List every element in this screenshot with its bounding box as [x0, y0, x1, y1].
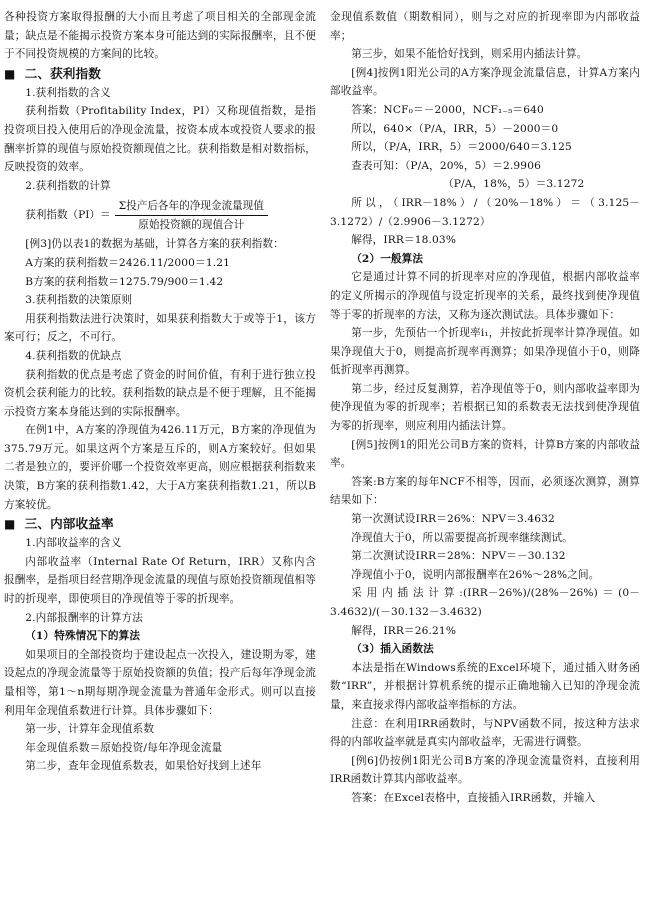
paragraph: 4.获利指数的优缺点 — [25, 349, 122, 362]
square-bullet-icon: ■ — [4, 66, 16, 81]
paragraph: 2.获利指数的计算 — [25, 179, 111, 192]
paragraph: 答案：在Excel表格中，直接插入IRR函数，并输入 — [351, 791, 596, 804]
paragraph: 查表可知：（P/A，20%，5）＝2.9906 — [351, 159, 541, 172]
paragraph: 第一步，先预估一个折现率i₁，并按此折现率计算净现值。如果净现值大于0，则提高折现率再测算；如果净现值小于0，则降低折现率再测算。 — [330, 327, 640, 377]
square-bullet-icon: ■ — [4, 517, 16, 532]
right-column — [330, 8, 640, 808]
paragraph: 第三步，如果不能恰好找到，则采用内插法计算。 — [351, 48, 588, 61]
formula-denominator: 原始投资额的现值合计 — [138, 218, 245, 231]
paragraph: 第一次测试设IRR＝26%：NPV＝3.4632 — [351, 513, 555, 526]
paragraph: 所以，（IRR－18%）/（20%－18%）＝（3.125－3.1272）/（2.9906－3.1272） — [330, 196, 640, 228]
paragraph: 它是通过计算不同的折现率对应的净现值，根据内部收益率的定义所揭示的净现值与设定折现率的关系，最终找到使净现值等于零的折现率的方法，又称为逐次测试法。具体步骤如下： — [330, 271, 640, 321]
section-heading-text: 三、内部收益率 — [24, 516, 114, 532]
paragraph: 获利指数（Profitability Index，PI）又称现值指数，是指投资项目投入使用后的净现金流量，按资本成本或投资人要求的报酬率折算的现值与原始投资额现值之比。获利指数是相对数指标，反映投资的效率。 — [4, 105, 316, 174]
paragraph: [例3]仍以表1的数据为基础，计算各方案的获利指数： — [25, 238, 284, 251]
paragraph: （P/A，18%，5）＝3.1272 — [443, 178, 585, 191]
formula-numerator: Σ投产后各年的净现金流量现值 — [115, 198, 268, 216]
paragraph: [例5]按例1的阳光公司B方案的资料，计算B方案的内部收益率。 — [330, 438, 640, 470]
paragraph: 3.获利指数的决策原则 — [25, 294, 133, 307]
paragraph: 年金现值系数＝原始投资/每年净现金流量 — [25, 741, 223, 754]
section-heading — [4, 64, 316, 84]
section-heading — [4, 514, 316, 534]
paragraph: 第二步，查年金现值系数表，如果恰好找到上述年 — [25, 760, 262, 773]
paragraph: 解得，IRR＝26.21% — [351, 624, 457, 637]
paragraph: 金现值系数值（期数相同），则与之对应的折现率即为内部收益率； — [330, 11, 640, 42]
left-column — [4, 8, 316, 776]
paragraph: 获利指数的优点是考虑了资金的时间价值，有利于进行独立投资机会获利能力的比较。获利指数的缺点是不便于理解，且不能揭示投资方案本身能达到的实际报酬率。 — [4, 368, 316, 418]
paragraph: 所以，640×（P/A，IRR，5）－2000＝0 — [351, 122, 559, 135]
section-heading-text: 二、获利指数 — [24, 65, 102, 81]
paragraph: 净现值大于0，所以需要提高折现率继续测试。 — [351, 531, 573, 544]
paragraph: （3）插入函数法 — [351, 643, 434, 656]
formula-fraction — [115, 198, 268, 233]
paragraph: A方案的获利指数＝2426.11/2000＝1.21 — [25, 256, 231, 269]
paragraph: 本法是指在Windows系统的Excel环境下，通过插入财务函数“IRR”，并根据计算机系统的提示正确地输入已知的净现金流量，来直接求得内部收益率指标的方法。 — [330, 661, 640, 711]
paragraph: 净现值小于0，说明内部报酬率在26%～28%之间。 — [351, 568, 600, 581]
paragraph: 内部收益率（Internal Rate Of Return，IRR）又称内含报酬率，是指项目经营期净现金流量的现值与原始投资额现值相等时的折现率，即使项目的净现值等于零的折现率。 — [4, 555, 316, 606]
paragraph: 答案:B方案的每年NCF不相等，因而，必须逐次测算，测算结果如下： — [330, 475, 640, 507]
paragraph: 第一步，计算年金现值系数 — [25, 723, 155, 736]
paragraph: 解得，IRR＝18.03% — [351, 234, 457, 247]
paragraph: [例6]仍按例1阳光公司B方案的净现金流量资料，直接利用IRR函数计算其内部收益率。 — [330, 754, 640, 786]
paragraph: 如果项目的全部投资均于建设起点一次投入，建设期为零，建设起点的净现金流量等于原始投资额的负值；投产后每年净现金流量相等，第1～n期每期净现金流量为普通年金形式。则可以直接利用年金现值系数进行计算。具体步骤如下： — [4, 648, 316, 717]
paragraph: （2）一般算法 — [351, 252, 424, 265]
paragraph: 答案：NCF₀＝－2000，NCF₁₋₅＝640 — [351, 103, 544, 116]
paragraph: 所以，（P/A，IRR，5）＝2000/640＝3.125 — [351, 141, 572, 154]
paragraph: 2.内部报酬率的计算方法 — [25, 611, 144, 624]
paragraph: 采用内插法计算:(IRR－26%)/(28%－26%)＝(0－3.4632)/(－30.132－3.4632) — [330, 587, 640, 618]
paragraph: 第二步，经过反复测算，若净现值等于0，则内部收益率即为使净现值为零的折现率；若根据已知的系数表无法找到使净现值为零的折现率，则应利用内插法计算。 — [330, 382, 640, 433]
paragraph: 在例1中，A方案的净现值为426.11万元，B方案的净现值为375.79万元。如果这两个方案是互斥的，则A方案较好。但如果二者是独立的，要评价哪一个投资效率更高，则应根据获利指数来决策，B方案的获利指数1.42，大于A方案获利指数1.21，所以B方案较优。 — [4, 424, 316, 511]
paragraph: （1）特殊情况下的算法 — [25, 630, 141, 643]
paragraph: [例4]按例1阳光公司的A方案净现金流量信息，计算A方案内部收益率。 — [330, 66, 640, 98]
formula-label: 获利指数（PI）＝ — [25, 209, 111, 222]
paragraph: 注意：在利用IRR函数时，与NPV函数不同，按这种方法求得的内部收益率就是真实内部收益率，无需进行调整。 — [330, 717, 640, 749]
paragraph: 各种投资方案取得报酬的大小而且考虑了项目相关的全部现金流量；缺点是不能揭示投资方案本身可能达到的实际报酬率，且不便于不同投资规模的方案间的比较。 — [4, 11, 316, 61]
paragraph: B方案的获利指数＝1275.79/900＝1.42 — [25, 275, 224, 288]
paragraph: 第二次测试设IRR＝28%：NPV＝－30.132 — [351, 550, 566, 563]
paragraph: 用获利指数法进行决策时，如果获利指数大于或等于1，该方案可行；反之，不可行。 — [4, 312, 316, 344]
paragraph: 1.获利指数的含义 — [25, 86, 111, 99]
paragraph: 1.内部收益率的含义 — [25, 537, 122, 550]
pi-formula — [4, 195, 316, 235]
